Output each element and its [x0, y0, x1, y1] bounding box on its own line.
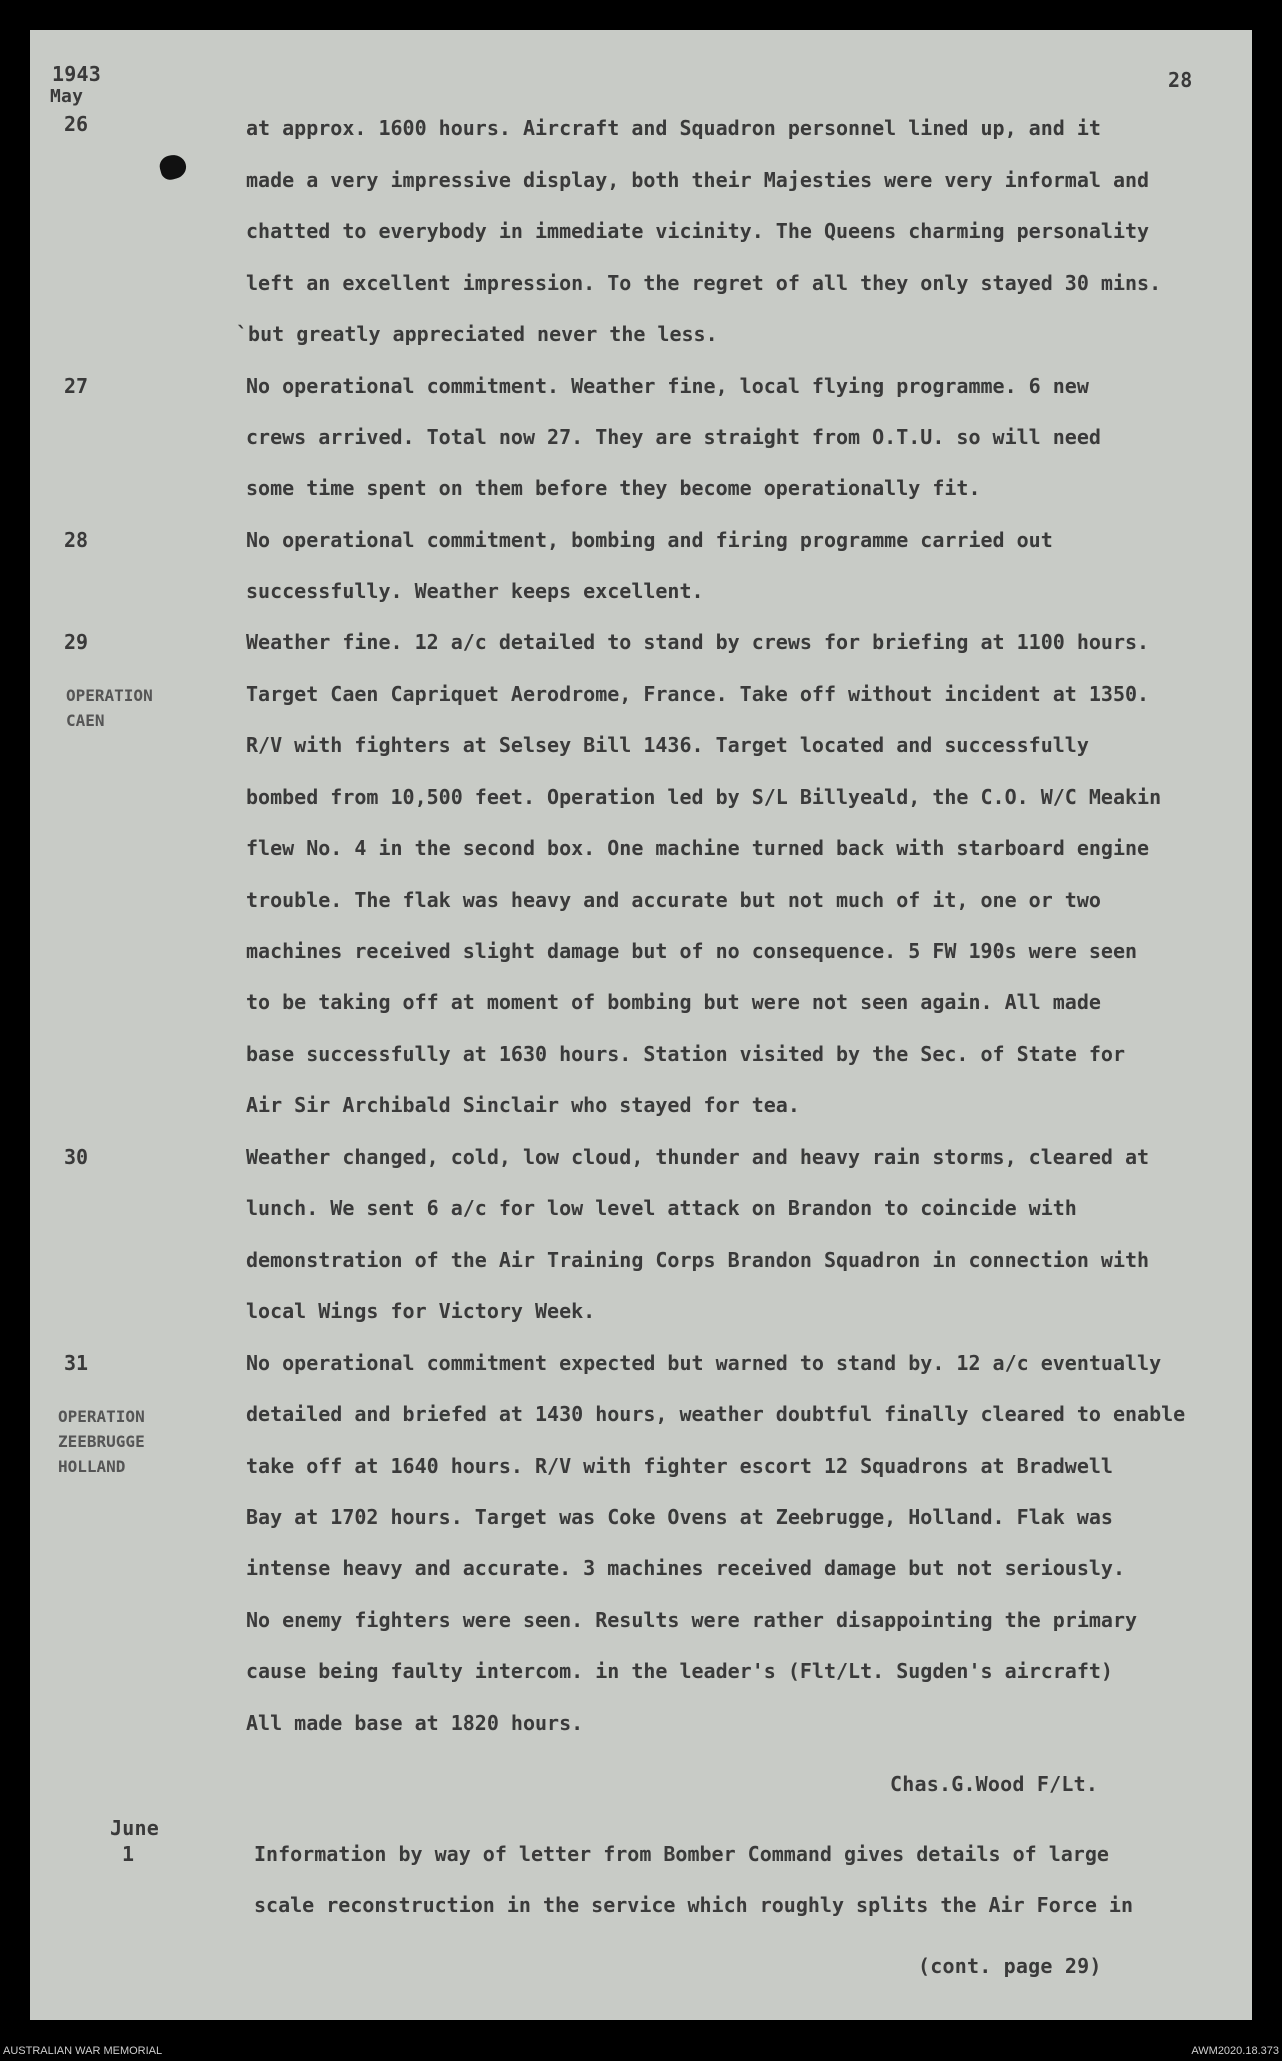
entry-line: chatted to everybody in immediate vicinity. The Queens charming personality — [246, 219, 1150, 243]
entry-day: 29 — [64, 630, 89, 654]
entry-line: No operational commitment. Weather fine, local flying programme. 6 new — [246, 374, 1089, 398]
entry-line: lunch. We sent 6 a/c for low level attack on Brandon to coincide with — [246, 1196, 1077, 1220]
continuation-note: (cont. page 29) — [918, 1954, 1102, 1978]
entry-line: `but greatly appreciated never the less. — [236, 322, 718, 346]
entry-line: some time spent on them before they become operationally fit. — [246, 476, 981, 500]
entry-line: detailed and briefed at 1430 hours, weather doubtful finally cleared to enable — [246, 1402, 1186, 1426]
entry-line: local Wings for Victory Week. — [246, 1299, 596, 1323]
entry-line: Air Sir Archibald Sinclair who stayed for tea. — [246, 1093, 800, 1117]
june-day-label: 1 — [122, 1842, 135, 1866]
year-label: 1943 — [52, 62, 101, 86]
entry-line: bombed from 10,500 feet. Operation led by S/L Billyeald, the C.O. W/C Meakin — [246, 785, 1162, 809]
entry-line: crews arrived. Total now 27. They are straight from O.T.U. so will need — [246, 425, 1101, 449]
entry-day: 27 — [64, 374, 89, 398]
entry-line: Weather fine. 12 a/c detailed to stand by crews for briefing at 1100 hours. — [246, 630, 1150, 654]
footer-right-id: AWM2020.18.373 — [1191, 2045, 1279, 2057]
entry-line: No operational commitment, bombing and firing programme carried out — [246, 528, 1053, 552]
entry-line: R/V with fighters at Selsey Bill 1436. Target located and successfully — [246, 733, 1089, 757]
page-number: 28 — [1168, 68, 1193, 92]
entry-day: 31 — [64, 1351, 89, 1375]
entry-line: Bay at 1702 hours. Target was Coke Ovens at Zeebrugge, Holland. Flak was — [246, 1505, 1113, 1529]
ink-blot — [157, 152, 188, 182]
entry-line: Information by way of letter from Bomber Command gives details of large — [254, 1842, 1109, 1866]
entry-day: 26 — [64, 112, 89, 136]
signature: Chas.G.Wood F/Lt. — [890, 1772, 1099, 1796]
entry-line: cause being faulty intercom. in the leader's (Flt/Lt. Sugden's aircraft) — [246, 1659, 1113, 1683]
margin-note-operation-caen: OPERATION CAEN — [66, 686, 153, 730]
document-page — [30, 30, 1252, 2020]
entry-line: No enemy fighters were seen. Results were rather disappointing the primary — [246, 1608, 1138, 1632]
entry-line: made a very impressive display, both their Majesties were very informal and — [246, 168, 1150, 192]
margin-note-operation-zeebrugge: OPERATION ZEEBRUGGE HOLLAND — [58, 1407, 145, 1476]
entry-line: No operational commitment expected but warned to stand by. 12 a/c eventually — [246, 1351, 1162, 1375]
entry-line: base successfully at 1630 hours. Station visited by the Sec. of State for — [246, 1042, 1125, 1066]
entry-line: left an excellent impression. To the regret of all they only stayed 30 mins. — [246, 271, 1162, 295]
footer-left-credit: AUSTRALIAN WAR MEMORIAL — [3, 2045, 163, 2057]
entry-line: flew No. 4 in the second box. One machine turned back with starboard engine — [246, 836, 1150, 860]
entry-line: intense heavy and accurate. 3 machines received damage but not seriously. — [246, 1556, 1125, 1580]
entry-line: trouble. The flak was heavy and accurate but not much of it, one or two — [246, 888, 1101, 912]
entry-line: take off at 1640 hours. R/V with fighter escort 12 Squadrons at Bradwell — [246, 1454, 1113, 1478]
entry-line: Weather changed, cold, low cloud, thunder and heavy rain storms, cleared at — [246, 1145, 1150, 1169]
entry-line: scale reconstruction in the service which roughly splits the Air Force in — [254, 1893, 1133, 1917]
entry-line: machines received slight damage but of no consequence. 5 FW 190s were seen — [246, 939, 1138, 963]
entry-line: demonstration of the Air Training Corps Brandon Squadron in connection with — [246, 1248, 1150, 1272]
entry-line: to be taking off at moment of bombing but were not seen again. All made — [246, 990, 1101, 1014]
entry-day: 30 — [64, 1145, 89, 1169]
entry-day: 28 — [64, 528, 89, 552]
entry-line: Target Caen Capriquet Aerodrome, France. Take off without incident at 1350. — [246, 682, 1150, 706]
month-label: May — [50, 86, 84, 107]
entry-line: successfully. Weather keeps excellent. — [246, 579, 704, 603]
june-month-label: June — [110, 1816, 159, 1840]
entry-line: at approx. 1600 hours. Aircraft and Squadron personnel lined up, and it — [246, 116, 1101, 140]
entry-line: All made base at 1820 hours. — [246, 1711, 584, 1735]
